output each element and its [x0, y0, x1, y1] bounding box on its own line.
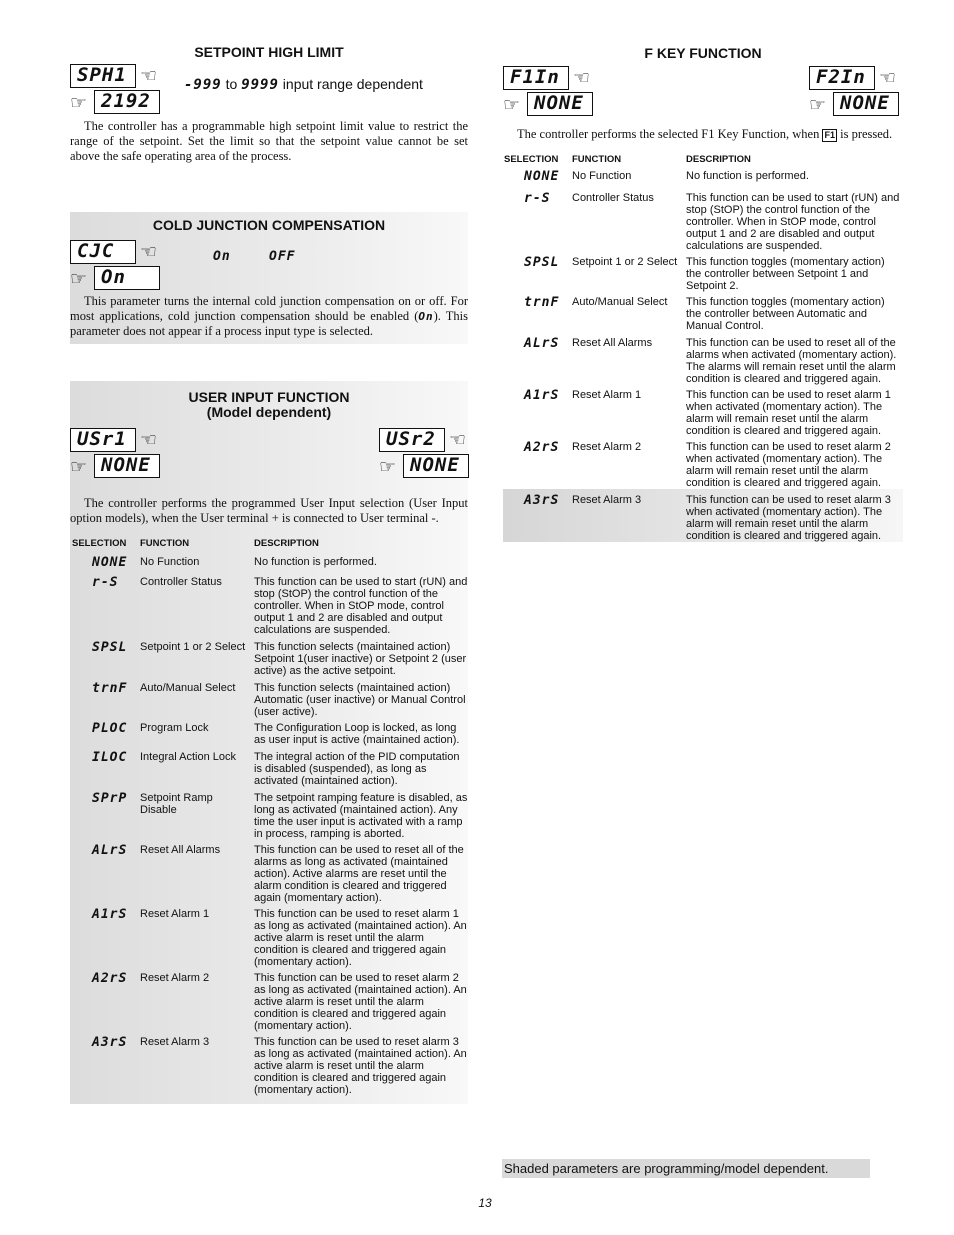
range-to: to	[225, 76, 238, 92]
function-name: No Function	[572, 170, 632, 182]
selection-code: SPSL	[92, 640, 128, 655]
function-description: This function can be used to reset alarm 2 when activated (momentary action). The alarm will remain reset until the alarm condition is cleared and triggered again.	[686, 441, 891, 489]
hand-pointing-right-icon: ☞	[379, 456, 397, 478]
function-name: Reset Alarm 1	[140, 908, 210, 920]
selection-code: A2rS	[524, 440, 560, 455]
function-description: This function can be used to reset all of the alarms as long as activated (maintained action). Active alarms are reset until the alarm condition is cleared and triggered again (momentary action).	[254, 844, 464, 904]
f1-lcd-bottom: NONE	[527, 92, 593, 116]
hand-pointing-right-icon: ☞	[70, 92, 88, 114]
selection-code: SPSL	[524, 255, 560, 270]
hand-pointing-right-icon: ☞	[70, 456, 88, 478]
function-description: This function can be used to reset alarm 3 when activated (momentary action). The alarm will remain reset until the alarm condition is cleared and triggered again.	[686, 494, 891, 542]
function-description: This function can be used to start (rUN) and stop (StOP) the control function of the controller. When in StOP mode, control output 1 and 2 are disabled and output calculations are suspended.	[686, 192, 900, 252]
function-name: Reset Alarm 2	[572, 441, 642, 453]
user-subheading: (Model dependent)	[206, 404, 332, 420]
fkey-text-b: is pressed.	[840, 127, 893, 141]
function-description: This function can be used to reset alarm 2 as long as activated (maintained action). An active alarm is reset until the alarm condition is cleared and triggered again (momentary action).	[254, 972, 467, 1032]
selection-code: NONE	[92, 555, 128, 570]
function-name: Setpoint Ramp Disable	[140, 792, 213, 816]
fkey-function-table	[503, 153, 903, 546]
selection-code: r-S	[92, 575, 119, 590]
selection-code: ALrS	[92, 843, 128, 858]
selection-code: A1rS	[524, 388, 560, 403]
user-input-section	[70, 381, 468, 1104]
function-name: Setpoint 1 or 2 Select	[140, 641, 246, 653]
col-selection: SELECTION	[504, 154, 559, 165]
user2-lcd-top: USr2	[379, 428, 445, 452]
col-function: FUNCTION	[572, 154, 622, 165]
function-description: This function can be used to reset all of the alarms when activated (momentary action). The alarms will remain reset until the alarm condition is cleared and triggered again.	[686, 337, 897, 385]
selection-code: A3rS	[92, 1035, 128, 1050]
function-name: Reset All Alarms	[572, 337, 653, 349]
selection-code: A3rS	[524, 493, 560, 508]
function-description: This function can be used to reset alarm 3 as long as activated (maintained action). An active alarm is reset until the alarm condition is cleared and triggered again (momentary action).	[254, 1036, 467, 1096]
fkey-heading: F KEY FUNCTION	[644, 45, 762, 61]
function-name: Reset All Alarms	[140, 844, 221, 856]
setpoint-section	[70, 44, 468, 194]
function-description: This function can be used to reset alarm 1 as long as activated (maintained action). An active alarm is reset until the alarm condition is cleared and triggered again (momentary action).	[254, 908, 467, 968]
function-name: Reset Alarm 2	[140, 972, 210, 984]
cjc-text-seg: On	[418, 310, 434, 323]
function-description: The setpoint ramping feature is disabled, as long as activated (maintained action). Any time the user input is activated with a ramp in process, ramping is aborted.	[254, 792, 468, 840]
selection-code: SPrP	[92, 791, 128, 806]
function-description: The Configuration Loop is locked, as long as user input is active (maintained action).	[254, 722, 460, 746]
function-description: This function toggles (momentary action) the controller between Setpoint 1 and Setpoint 2.	[686, 256, 885, 292]
user1-lcd-bottom: NONE	[94, 454, 160, 478]
range-low: -999	[184, 77, 222, 93]
hand-pointing-left-icon: ☜	[140, 65, 158, 87]
range-high: 9999	[241, 77, 279, 93]
fkey-section	[503, 44, 903, 154]
cjc-lcd-top: CJC	[70, 240, 136, 264]
setpoint-lcd-bottom: 2192	[94, 90, 160, 114]
selection-code: trnF	[92, 681, 128, 696]
selection-code: r-S	[524, 191, 551, 206]
fkey-text-a: The controller performs the selected F1 Key Function, when	[517, 127, 820, 141]
user-heading: USER INPUT FUNCTION	[188, 389, 350, 405]
cjc-option-on: On	[213, 249, 231, 264]
selection-code: A2rS	[92, 971, 128, 986]
setpoint-range	[184, 76, 423, 93]
cjc-heading: COLD JUNCTION COMPENSATION	[152, 217, 386, 233]
user-function-table	[70, 538, 468, 1098]
cjc-description	[70, 294, 468, 339]
function-description: This function selects (maintained action) Automatic (user inactive) or Manual Control (user active).	[254, 682, 466, 718]
hand-pointing-left-icon: ☜	[879, 67, 897, 89]
selection-code: A1rS	[92, 907, 128, 922]
cjc-section	[70, 212, 468, 344]
function-name: No Function	[140, 556, 200, 568]
cjc-text-b: ). This parameter does not appear if a process input type is selected.	[70, 309, 468, 338]
hand-pointing-right-icon: ☞	[70, 268, 88, 290]
setpoint-description: The controller has a programmable high setpoint limit value to restrict the range of the setpoint. Set the limit so that the setpoint value cannot be set above the safe operating area of the process.	[70, 119, 468, 163]
function-name: Controller Status	[140, 576, 222, 588]
hand-pointing-left-icon: ☜	[449, 429, 467, 451]
hand-pointing-left-icon: ☜	[573, 67, 591, 89]
shaded-parameters-note: Shaded parameters are programming/model dependent.	[502, 1159, 870, 1178]
selection-code: trnF	[524, 295, 560, 310]
hand-pointing-left-icon: ☜	[140, 429, 158, 451]
f2-lcd-bottom: NONE	[833, 92, 899, 116]
setpoint-lcd-top: SPH1	[70, 64, 136, 88]
function-description: The integral action of the PID computation is disabled (suspended), as long as activated (maintained action).	[254, 751, 460, 787]
fkey-description	[517, 127, 907, 142]
user1-lcd-top: USr1	[70, 428, 136, 452]
table-row	[503, 489, 903, 542]
function-description: No function is performed.	[254, 556, 377, 568]
f1-key-icon: F1	[824, 130, 835, 140]
cjc-text-a: This parameter turns the internal cold junction compensation on or off. For most applications, cold junction compensation should be enabled (	[70, 294, 468, 323]
function-name: Reset Alarm 3	[572, 494, 642, 506]
f1-lcd-top: F1In	[503, 66, 569, 90]
setpoint-heading: SETPOINT HIGH LIMIT	[194, 44, 344, 60]
selection-code: ILOC	[92, 750, 128, 765]
col-selection: SELECTION	[72, 538, 127, 549]
function-name: Reset Alarm 1	[572, 389, 642, 401]
function-description: This function selects (maintained action) Setpoint 1(user inactive) or Setpoint 2 (user active) as the active setpoint.	[254, 641, 467, 677]
function-description: No function is performed.	[686, 170, 809, 182]
function-name: Reset Alarm 3	[140, 1036, 210, 1048]
f2-lcd-top: F2In	[809, 66, 875, 90]
function-description: This function toggles (momentary action) the controller between Automatic and Manual Control.	[686, 296, 885, 332]
page-number: 13	[478, 1196, 492, 1210]
col-description: DESCRIPTION	[686, 154, 751, 165]
function-name: Program Lock	[140, 722, 209, 734]
hand-pointing-left-icon: ☜	[140, 241, 158, 263]
selection-code: PLOC	[92, 721, 128, 736]
cjc-lcd-bottom: On	[94, 266, 160, 290]
col-description: DESCRIPTION	[254, 538, 319, 549]
function-name: Auto/Manual Select	[140, 682, 236, 694]
user-description: The controller performs the programmed User Input selection (User Input option models), when the User terminal + is connected to User terminal -.	[70, 496, 468, 525]
function-name: Setpoint 1 or 2 Select	[572, 256, 678, 268]
function-description: This function can be used to start (rUN) and stop (StOP) the control function of the controller. When in StOP mode, control output 1 and 2 are disabled and output calculations are suspended.	[254, 576, 468, 636]
function-name: Auto/Manual Select	[572, 296, 668, 308]
function-description: This function can be used to reset alarm 1 when activated (momentary action). The alarm will remain reset until the alarm condition is cleared and triggered again.	[686, 389, 891, 437]
hand-pointing-right-icon: ☞	[809, 94, 827, 116]
cjc-option-off: OFF	[269, 249, 296, 264]
range-tail: input range dependent	[282, 76, 423, 92]
function-name: Integral Action Lock	[140, 751, 237, 763]
function-name: Controller Status	[572, 192, 654, 204]
selection-code: ALrS	[524, 336, 560, 351]
hand-pointing-right-icon: ☞	[503, 94, 521, 116]
selection-code: NONE	[524, 169, 560, 184]
col-function: FUNCTION	[140, 538, 190, 549]
user2-lcd-bottom: NONE	[403, 454, 469, 478]
